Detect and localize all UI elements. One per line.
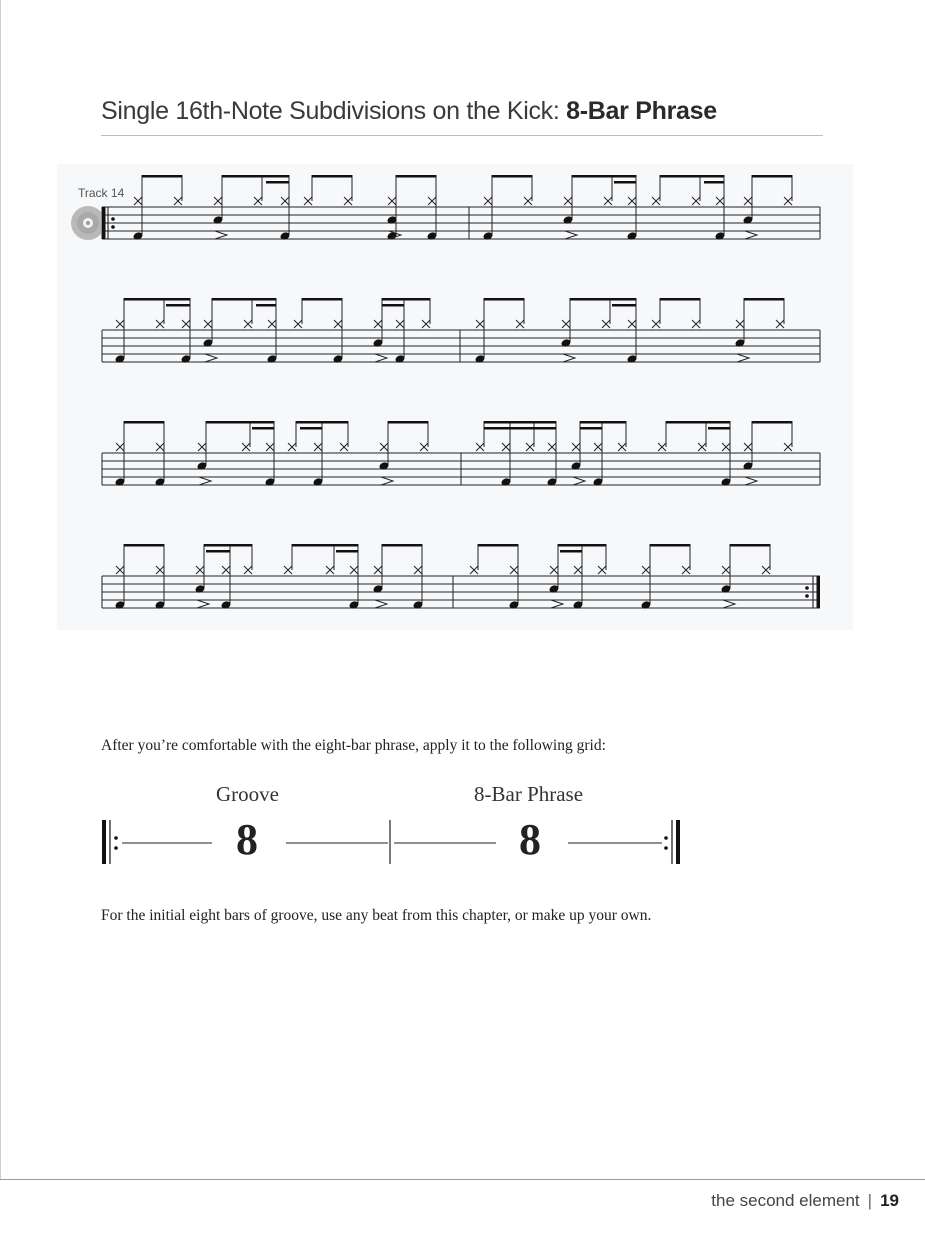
accent-mark (215, 231, 227, 239)
repeat-dot (111, 225, 115, 229)
beam (478, 544, 518, 547)
beam-16th (708, 427, 730, 430)
beam (204, 544, 252, 547)
accent-mark (197, 600, 209, 608)
beam-16th (484, 427, 556, 430)
beam (124, 298, 190, 301)
beam-16th (580, 427, 602, 430)
accent-mark (375, 600, 387, 608)
beam-16th (560, 550, 582, 553)
beam-16th (256, 304, 276, 307)
beam (752, 175, 792, 178)
track-label: Track 14 (78, 186, 125, 200)
grid-repeat-dot (114, 846, 118, 850)
beam (660, 175, 724, 178)
beam (382, 298, 430, 301)
accent-mark (745, 477, 757, 485)
title-bold: 8-Bar Phrase (566, 97, 717, 125)
beam (492, 175, 532, 178)
page-footer (711, 1191, 899, 1211)
accent-mark (745, 231, 757, 239)
beam (744, 298, 784, 301)
beam (666, 421, 730, 424)
beam (124, 544, 164, 547)
beam (396, 175, 436, 178)
accent-mark (381, 477, 393, 485)
beam (222, 175, 289, 178)
beam-16th (166, 304, 190, 307)
beam-16th (206, 550, 230, 553)
repeat-end-bar (817, 576, 821, 608)
beam (124, 421, 164, 424)
beam (212, 298, 276, 301)
beam (730, 544, 770, 547)
beam-16th (300, 427, 322, 430)
accent-mark (205, 354, 217, 362)
footer-separator: | (867, 1191, 873, 1210)
beam-16th (336, 550, 358, 553)
cd-icon[interactable] (70, 205, 106, 241)
phrase-grid-lines (102, 820, 680, 864)
accent-mark (563, 354, 575, 362)
repeat-dot (805, 586, 809, 590)
beam-16th (614, 181, 636, 184)
accent-mark (551, 600, 563, 608)
beam (558, 544, 606, 547)
title-main: Single 16th-Note Subdivisions on the Kick: (101, 97, 567, 125)
grid-repeat-end-bar (676, 820, 680, 864)
closing-paragraph: For the initial eight bars of groove, use any beat from this chapter, or make up your own. (101, 907, 652, 924)
beam (650, 544, 690, 547)
beam (382, 544, 422, 547)
accent-mark (199, 477, 211, 485)
beam (206, 421, 274, 424)
beam (484, 421, 556, 424)
beam (142, 175, 182, 178)
grid-repeat-dot (664, 836, 668, 840)
beam-16th (266, 181, 289, 184)
beam (572, 175, 636, 178)
accent-mark (737, 354, 749, 362)
beam-16th (612, 304, 636, 307)
grid-label-phrase: 8-Bar Phrase (474, 782, 584, 806)
accent-mark (573, 477, 585, 485)
page-number: 19 (880, 1191, 899, 1210)
footer-section: the second element (711, 1191, 860, 1210)
grid-label-groove: Groove (216, 782, 279, 806)
drum-score (102, 175, 820, 610)
footer-rule (0, 1179, 925, 1180)
beam (302, 298, 342, 301)
repeat-dot (805, 594, 809, 598)
grid-bar-count-groove: 8 (236, 815, 258, 864)
grid-repeat-start-bar (102, 820, 106, 864)
beam-16th (252, 427, 274, 430)
repeat-dot (111, 217, 115, 221)
grid-repeat-dot (664, 846, 668, 850)
beam (296, 421, 348, 424)
accent-mark (565, 231, 577, 239)
accent-mark (375, 354, 387, 362)
grid-repeat-dot (114, 836, 118, 840)
beam (312, 175, 352, 178)
accent-mark (723, 600, 735, 608)
grid-bar-count-phrase: 8 (519, 815, 541, 864)
beam (292, 544, 358, 547)
beam (660, 298, 700, 301)
instruction-paragraph: After you’re comfortable with the eight-bar phrase, apply it to the following grid: (101, 737, 606, 754)
beam-16th (382, 304, 404, 307)
beam (752, 421, 792, 424)
beam (484, 298, 524, 301)
beam (580, 421, 626, 424)
beam (388, 421, 428, 424)
beam (570, 298, 636, 301)
beam-16th (704, 181, 724, 184)
